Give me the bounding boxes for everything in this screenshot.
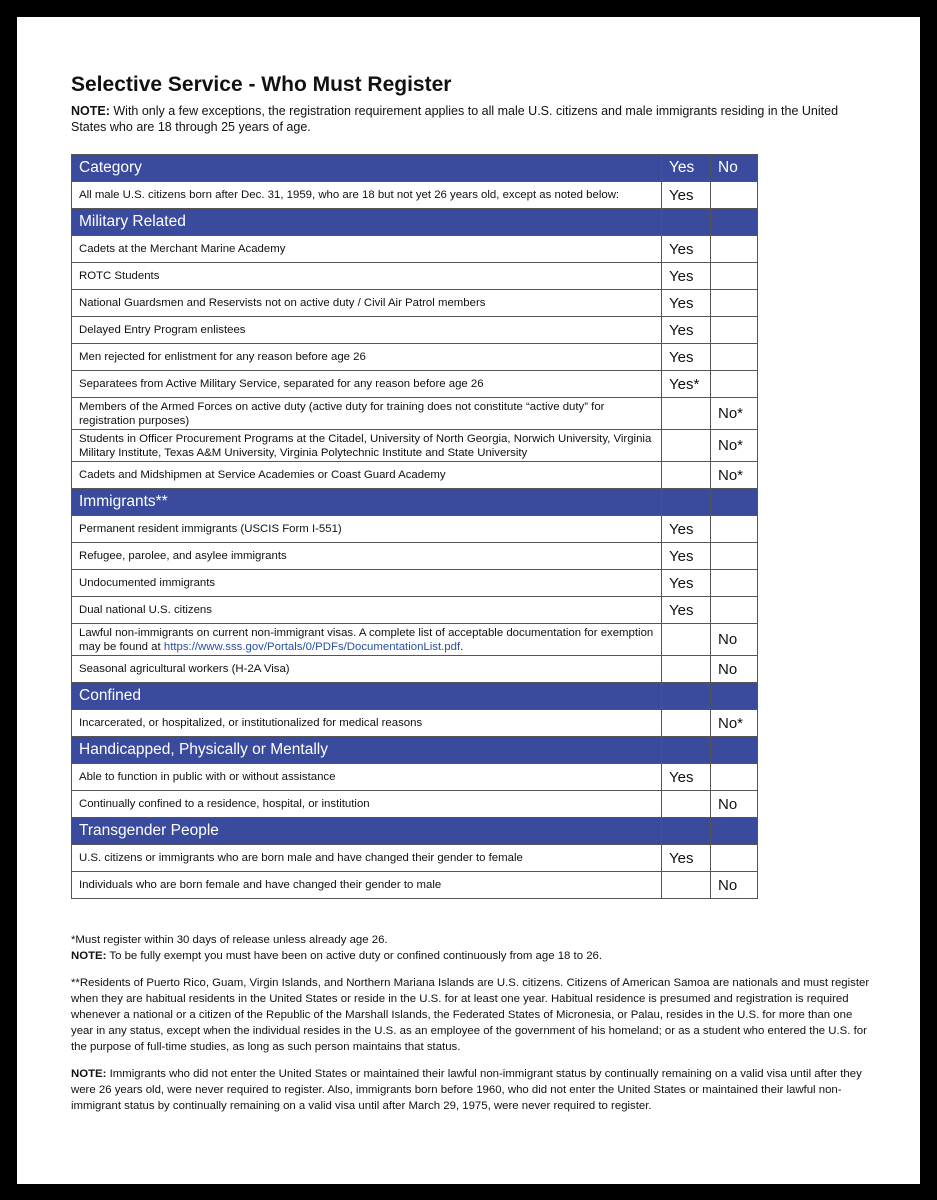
row-description xyxy=(72,845,662,872)
row-description-text: Incarcerated, or hospitalized, or institutionalized for medical reasons xyxy=(79,717,423,729)
section-title: Transgender People xyxy=(72,818,662,845)
section-title: Confined xyxy=(72,683,662,710)
table-row xyxy=(72,570,758,597)
footnote-immigrants-label: NOTE: xyxy=(71,1068,107,1080)
table-row xyxy=(72,845,758,872)
footnote-immigrants xyxy=(71,1066,871,1114)
row-description-text: Cadets at the Merchant Marine Academy xyxy=(79,243,286,255)
table-row xyxy=(72,764,758,791)
table-row xyxy=(72,462,758,489)
row-description-text: Undocumented immigrants xyxy=(79,577,216,589)
row-yes-cell xyxy=(662,710,711,737)
row-description-text: Continually confined to a residence, hospital, or institution xyxy=(79,798,370,810)
table-row-general xyxy=(72,182,758,209)
row-description xyxy=(72,317,662,344)
row-description xyxy=(72,398,662,430)
row-description-text: ROTC Students xyxy=(79,270,160,282)
row-description-text: Members of the Armed Forces on active duty (active duty for training does not constitute “active duty” for registration purposes) xyxy=(79,400,605,427)
table-row xyxy=(72,597,758,624)
registration-table xyxy=(71,154,758,899)
row-description-text: Lawful non-immigrants on current non-immigrant visas. A complete list of acceptable documentation for exemption may be found at xyxy=(79,626,654,653)
row-yes-cell xyxy=(662,791,711,818)
table-row xyxy=(72,543,758,570)
row-yes-cell xyxy=(662,462,711,489)
section-header-row xyxy=(72,737,758,764)
column-header-no: No xyxy=(711,155,758,182)
row-description xyxy=(72,764,662,791)
row-description-text: Seasonal agricultural workers (H-2A Visa) xyxy=(79,663,290,675)
row-yes-cell: Yes* xyxy=(662,371,711,398)
row-no-cell xyxy=(711,236,758,263)
row-no-cell: No xyxy=(711,656,758,683)
row-no-cell: No* xyxy=(711,710,758,737)
row-yes-cell: Yes xyxy=(662,317,711,344)
row-description xyxy=(72,543,662,570)
row-no-cell xyxy=(711,290,758,317)
intro-note xyxy=(71,103,871,135)
section-title: Immigrants** xyxy=(72,489,662,516)
row-description xyxy=(72,570,662,597)
section-header-no-cell xyxy=(711,683,758,710)
table-row xyxy=(72,398,758,430)
footnote-immigrants-text: Immigrants who did not enter the United States or maintained their lawful non-immigrant status by continually remaining on a valid visa until after they were 26 years old, were never required to register. Also, immigrants born before 1960, who did not enter the United States or maintained their lawful non-immigrant status by continually remaining on a valid visa until after March 29, 1975, were never required to register. xyxy=(71,1068,862,1112)
table-row xyxy=(72,344,758,371)
row-no-cell xyxy=(711,845,758,872)
row-description xyxy=(72,290,662,317)
row-description-text: Individuals who are born female and have changed their gender to male xyxy=(79,879,442,891)
row-description xyxy=(72,236,662,263)
row-yes-cell: Yes xyxy=(662,764,711,791)
row-description xyxy=(72,430,662,462)
row-description-text: Refugee, parolee, and asylee immigrants xyxy=(79,550,287,562)
row-yes-cell xyxy=(662,398,711,430)
row-no-cell xyxy=(711,570,758,597)
section-header-no-cell xyxy=(711,737,758,764)
row-no-cell xyxy=(711,543,758,570)
table-row xyxy=(72,263,758,290)
row-yes-cell: Yes xyxy=(662,516,711,543)
section-header-no-cell xyxy=(711,818,758,845)
row-yes-cell: Yes xyxy=(662,845,711,872)
row-no-cell xyxy=(711,344,758,371)
row-description-text: Permanent resident immigrants (USCIS Form I-551) xyxy=(79,523,342,535)
row-description-text: Separatees from Active Military Service, separated for any reason before age 26 xyxy=(79,378,484,390)
row-yes-cell xyxy=(662,656,711,683)
row-description xyxy=(72,597,662,624)
table-row xyxy=(72,236,758,263)
section-header-row xyxy=(72,489,758,516)
table-row xyxy=(72,317,758,344)
row-description xyxy=(72,791,662,818)
row-yes-cell xyxy=(662,624,711,656)
row-yes-cell: Yes xyxy=(662,290,711,317)
row-description xyxy=(72,516,662,543)
row-description-suffix: . xyxy=(460,640,464,653)
table-row xyxy=(72,290,758,317)
row-yes-cell: Yes xyxy=(662,182,711,209)
row-description-text: U.S. citizens or immigrants who are born male and have changed their gender to female xyxy=(79,852,523,864)
row-description xyxy=(72,263,662,290)
row-description xyxy=(72,462,662,489)
section-header-yes-cell xyxy=(662,683,711,710)
section-header-yes-cell xyxy=(662,489,711,516)
row-description xyxy=(72,371,662,398)
documentation-list-link[interactable]: https://www.sss.gov/Portals/0/PDFs/DocumentationList.pdf xyxy=(163,640,461,653)
row-no-cell: No xyxy=(711,791,758,818)
row-yes-cell xyxy=(662,872,711,899)
intro-note-text: With only a few exceptions, the registration requirement applies to all male U.S. citizens and male immigrants residing in the United States who are 18 through 25 years of age. xyxy=(71,104,839,134)
table-row xyxy=(72,710,758,737)
row-yes-cell: Yes xyxy=(662,543,711,570)
table-header-row xyxy=(72,155,758,182)
footnote-exempt-label: NOTE: xyxy=(71,950,107,962)
row-description-text: Men rejected for enlistment for any reason before age 26 xyxy=(79,351,366,363)
row-yes-cell: Yes xyxy=(662,570,711,597)
section-header-row xyxy=(72,683,758,710)
intro-note-label: NOTE: xyxy=(71,104,110,118)
table-row xyxy=(72,371,758,398)
column-header-category: Category xyxy=(72,155,662,182)
row-no-cell xyxy=(711,597,758,624)
row-no-cell xyxy=(711,764,758,791)
footnote-release xyxy=(71,932,871,964)
row-description xyxy=(72,872,662,899)
row-no-cell xyxy=(711,516,758,543)
row-yes-cell xyxy=(662,430,711,462)
row-description xyxy=(72,344,662,371)
column-header-yes: Yes xyxy=(662,155,711,182)
table-row xyxy=(72,516,758,543)
row-no-cell xyxy=(711,317,758,344)
row-no-cell: No xyxy=(711,624,758,656)
table-row xyxy=(72,430,758,462)
row-yes-cell: Yes xyxy=(662,263,711,290)
row-no-cell: No* xyxy=(711,430,758,462)
row-description-text: National Guardsmen and Reservists not on active duty / Civil Air Patrol members xyxy=(79,297,486,309)
section-header-no-cell xyxy=(711,209,758,236)
row-description-text: Delayed Entry Program enlistees xyxy=(79,324,246,336)
table-row xyxy=(72,624,758,656)
row-description xyxy=(72,624,662,656)
table-row xyxy=(72,656,758,683)
page-title: Selective Service - Who Must Register xyxy=(71,73,452,96)
row-no-cell: No* xyxy=(711,398,758,430)
row-yes-cell: Yes xyxy=(662,344,711,371)
row-description xyxy=(72,710,662,737)
row-no-cell xyxy=(711,182,758,209)
footnote-release-text: *Must register within 30 days of release unless already age 26. xyxy=(71,934,388,946)
row-description-text: Dual national U.S. citizens xyxy=(79,604,212,616)
row-yes-cell: Yes xyxy=(662,597,711,624)
row-description-text: Students in Officer Procurement Programs at the Citadel, University of North Georgia, Norwich University, Virginia Military Institute, Texas A&M University, Virginia Polytechnic Institute and State University xyxy=(79,432,652,459)
section-title: Military Related xyxy=(72,209,662,236)
row-no-cell xyxy=(711,263,758,290)
table-row xyxy=(72,791,758,818)
row-description xyxy=(72,656,662,683)
footnote-territories: **Residents of Puerto Rico, Guam, Virgin Islands, and Northern Mariana Islands are U.S. citizens. Citizens of American Samoa are nationals and must register when they are habitual residents in the United States or reside in the U.S. for at least one year. Habitual residence is presumed and registration is required whenever a national or a citizen of the Republic of the Marshall Islands, the Federated States of Micronesia, or Palau, resides in the U.S. for more than one year in any status, except when the individual resides in the U.S. as an employee of the government of his homeland; or as a student who entered the U.S. for the purpose of full-time studies, as long as such person maintains that status. xyxy=(71,977,870,1053)
row-description-text: Able to function in public with or without assistance xyxy=(79,771,336,783)
footnotes xyxy=(71,932,871,1125)
section-header-yes-cell xyxy=(662,209,711,236)
row-yes-cell: Yes xyxy=(662,236,711,263)
section-header-yes-cell xyxy=(662,737,711,764)
section-header-no-cell xyxy=(711,489,758,516)
section-header-yes-cell xyxy=(662,818,711,845)
document-page xyxy=(17,17,920,1184)
row-no-cell: No* xyxy=(711,462,758,489)
row-no-cell xyxy=(711,371,758,398)
footnote-exempt-text: To be fully exempt you must have been on active duty or confined continuously from age 18 to 26. xyxy=(109,950,603,962)
section-header-row xyxy=(72,818,758,845)
row-description: All male U.S. citizens born after Dec. 31, 1959, who are 18 but not yet 26 years old, except as noted below: xyxy=(72,182,662,209)
row-description-text: Cadets and Midshipmen at Service Academies or Coast Guard Academy xyxy=(79,469,446,481)
section-header-row xyxy=(72,209,758,236)
table-row xyxy=(72,872,758,899)
row-no-cell: No xyxy=(711,872,758,899)
section-title: Handicapped, Physically or Mentally xyxy=(72,737,662,764)
